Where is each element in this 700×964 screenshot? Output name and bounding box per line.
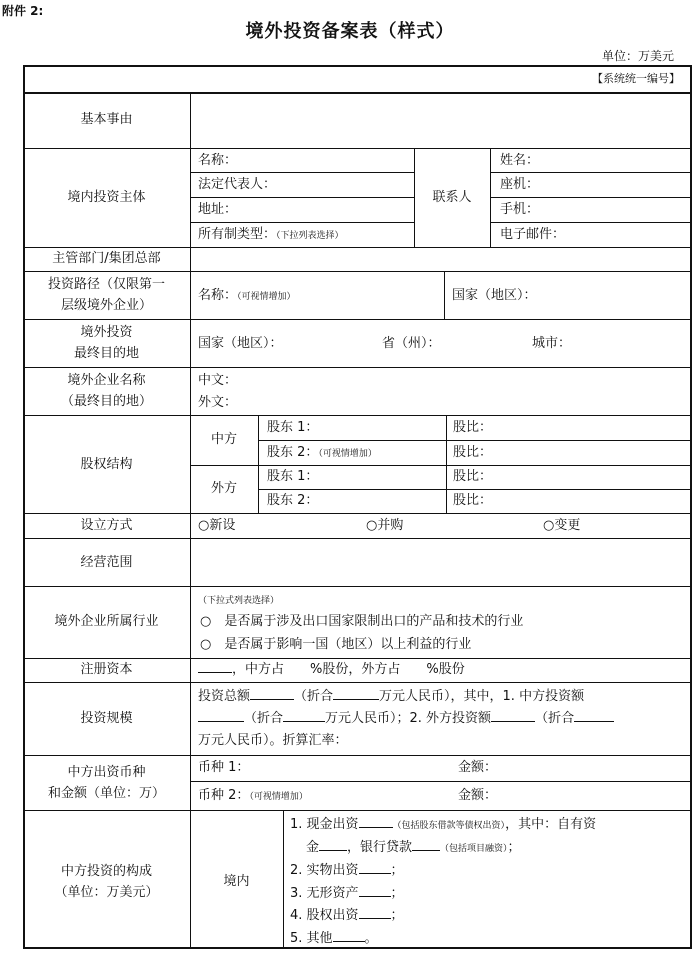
path-name-label: 名称： [198, 288, 238, 303]
row-line [23, 513, 692, 514]
blank [359, 873, 391, 874]
blank [574, 721, 614, 722]
unit-label: 单位：万美元 [601, 49, 674, 63]
comp-text: ； [390, 908, 404, 923]
comp-text: 金 [306, 840, 320, 855]
other-contribution[interactable] [290, 931, 378, 947]
ownership-label: 所有制类型： [198, 227, 277, 242]
enterprise-name-label-2: （最终目的地） [60, 394, 152, 409]
row-line [23, 415, 692, 416]
comp-text: 3. 无形资产 [290, 886, 359, 901]
intangible-assets[interactable] [290, 886, 404, 902]
row-line [23, 755, 692, 756]
row-line [23, 682, 692, 683]
foreign-holder1-field[interactable]: 股东 1： [267, 469, 319, 484]
equity-contribution[interactable] [290, 908, 404, 924]
comp-text: ； [390, 886, 404, 901]
blank [359, 827, 393, 828]
comp-note: （包括项目融资） [440, 844, 508, 854]
comp-text: 1. 现金出资 [290, 817, 359, 832]
registered-capital-label: 注册资本 [80, 662, 133, 677]
legal-rep-field[interactable]: 法定代表人： [198, 177, 277, 192]
blank [283, 721, 325, 722]
scale-text: 投资总额 [198, 689, 251, 704]
system-number: 【系统统一编号】 [592, 72, 680, 85]
supervising-dept-field[interactable] [191, 248, 691, 271]
row-line [190, 465, 692, 466]
holder2-note: （可视情增加） [318, 449, 377, 459]
comp-note: （包括股东借款等债权出资） [392, 821, 506, 831]
industry-select-note[interactable]: （下拉式列表选择） [198, 596, 280, 606]
row-line [23, 810, 692, 811]
attachment-label: 附件 2: [2, 4, 44, 18]
setup-method-label: 设立方式 [80, 518, 133, 533]
row-line [23, 658, 692, 659]
supervising-dept-label: 主管部门/集团总部 [52, 251, 161, 266]
row-line [23, 271, 692, 272]
scale-text: （折合 [244, 711, 284, 726]
final-destination-label-2: 最终目的地 [73, 346, 139, 361]
contact-name-field[interactable]: 姓名： [500, 153, 540, 168]
amount2-field[interactable]: 金额： [458, 788, 498, 803]
enterprise-en-field[interactable]: 外文： [198, 395, 238, 410]
contact-mobile-field[interactable]: 手机： [500, 202, 540, 217]
row-line [23, 319, 692, 320]
china-ratio2-field[interactable]: 股比： [453, 445, 493, 460]
row-line [190, 197, 414, 198]
scale-text: 万元人民币）；2. 外方投资额 [325, 711, 492, 726]
currency2-note: （可视情增加） [249, 792, 308, 802]
col-line [490, 148, 491, 247]
equity-structure-label: 股权结构 [80, 457, 133, 472]
row-line [23, 367, 692, 368]
blank [359, 918, 391, 919]
registered-capital-field[interactable] [198, 662, 465, 678]
col-line [446, 415, 447, 513]
capital-text-1: ，中方占 [232, 662, 285, 677]
setup-change-radio[interactable]: ○变更 [543, 518, 581, 533]
industry-label: 境外企业所属行业 [54, 614, 159, 629]
foreign-ratio2-field[interactable]: 股比： [453, 493, 493, 508]
currency2-label: 币种 2： [198, 788, 250, 803]
china-ratio1-field[interactable]: 股比： [453, 420, 493, 435]
comp-text: ； [507, 840, 521, 855]
blank [412, 850, 440, 851]
final-destination-label: 境外投资 [80, 325, 133, 340]
holder2-label: 股东 2： [267, 445, 319, 460]
composition-label: 中方投资的构成 [60, 864, 152, 879]
blank [491, 721, 535, 722]
scale-text: 万元人民币），其中，1. 中方投资额 [379, 689, 585, 704]
composition-label-2: （单位：万美元） [54, 885, 159, 900]
export-restriction-radio[interactable]: ○ 是否属于涉及出口国家限制出口的产品和技术的行业 [200, 614, 524, 629]
comp-text: 。 [364, 931, 378, 946]
investment-path-label: 投资路径（仅限第一 [47, 277, 165, 292]
contact-email-field[interactable]: 电子邮件： [500, 227, 566, 242]
address-field[interactable]: 地址： [198, 202, 238, 217]
foreign-side-label: 外方 [210, 481, 237, 496]
row-line [258, 489, 692, 490]
col-line [190, 92, 191, 949]
path-name-field[interactable] [198, 288, 296, 305]
comp-text: ； [390, 863, 404, 878]
col-line [444, 271, 445, 319]
currency2-field[interactable] [198, 788, 308, 805]
page-title: 境外投资备案表（样式） [245, 21, 455, 42]
currency1-field[interactable]: 币种 1： [198, 760, 250, 775]
setup-new-radio[interactable]: ○新设 [198, 518, 236, 533]
row-line [190, 172, 414, 173]
investor-name-field[interactable]: 名称： [198, 153, 238, 168]
ownership-note: （下拉列表选择） [276, 231, 344, 241]
dest-city-field[interactable]: 城市： [532, 336, 572, 351]
investment-path-label-2: 层级境外企业） [60, 298, 152, 313]
domestic-investor-label: 境内投资主体 [67, 190, 146, 205]
cash-contribution-line-2[interactable] [306, 840, 521, 857]
contact-tel-field[interactable]: 座机： [500, 177, 540, 192]
setup-merger-radio[interactable]: ○并购 [366, 518, 404, 533]
row-line [23, 586, 692, 587]
enterprise-name-label: 境外企业名称 [67, 373, 146, 388]
foreign-ratio1-field[interactable]: 股比： [453, 469, 493, 484]
row-line [490, 222, 692, 223]
row-line [258, 440, 692, 441]
business-scope-label: 经营范围 [80, 555, 133, 570]
row-line [190, 222, 414, 223]
business-scope-field[interactable] [191, 539, 691, 586]
foreign-holder2-field[interactable]: 股东 2： [267, 493, 319, 508]
multi-country-interest-radio[interactable]: ○ 是否属于影响一国（地区）以上利益的行业 [200, 637, 472, 652]
blank [333, 941, 365, 942]
currency-label: 中方出资币种 [67, 765, 146, 780]
domestic-label: 境内 [223, 874, 250, 889]
row-line [490, 197, 692, 198]
comp-text: ，其中：自有资 [505, 817, 597, 832]
row-line [490, 172, 692, 173]
scale-line-3[interactable]: 万元人民币）。折算汇率： [198, 733, 348, 748]
dest-country-field[interactable]: 国家（地区）： [198, 336, 283, 351]
scale-text: （折合 [535, 711, 575, 726]
scale-line-2[interactable] [198, 711, 614, 727]
comp-text: 2. 实物出资 [290, 863, 359, 878]
blank [359, 896, 391, 897]
blank [198, 721, 244, 722]
blank [250, 699, 294, 700]
basic-matter-label: 基本事由 [80, 112, 133, 127]
currency-label-2: 和金额（单位：万） [47, 786, 165, 801]
comp-text: 4. 股权出资 [290, 908, 359, 923]
investment-scale-label: 投资规模 [80, 711, 133, 726]
row-line [23, 148, 692, 149]
scale-text: （折合 [294, 689, 334, 704]
basic-matter-field[interactable] [191, 93, 691, 148]
in-kind-contribution[interactable] [290, 863, 404, 879]
capital-text-3: %股份 [426, 662, 465, 677]
blank [333, 699, 379, 700]
comp-text: ，银行贷款 [347, 840, 413, 855]
china-holder1-field[interactable]: 股东 1： [267, 420, 319, 435]
china-holder2-field[interactable] [267, 445, 377, 462]
blank [319, 850, 347, 851]
capital-text-2: %股份，外方占 [310, 662, 401, 677]
dest-province-field[interactable]: 省（州）： [382, 336, 441, 351]
col-line [258, 415, 259, 513]
row-line [190, 781, 692, 782]
blank [198, 672, 232, 673]
path-country-field[interactable]: 国家（地区）： [452, 288, 537, 303]
path-name-note: （可视情增加） [237, 292, 296, 302]
scale-line-1[interactable] [198, 689, 584, 705]
enterprise-cn-field[interactable]: 中文： [198, 373, 238, 388]
china-side-label: 中方 [210, 432, 237, 447]
comp-text: 5. 其他 [290, 931, 333, 946]
cash-contribution-line-1[interactable] [290, 817, 596, 834]
ownership-type-select[interactable] [198, 227, 344, 244]
col-line [283, 810, 284, 949]
contact-label: 联系人 [432, 190, 472, 205]
amount1-field[interactable]: 金额： [458, 760, 498, 775]
